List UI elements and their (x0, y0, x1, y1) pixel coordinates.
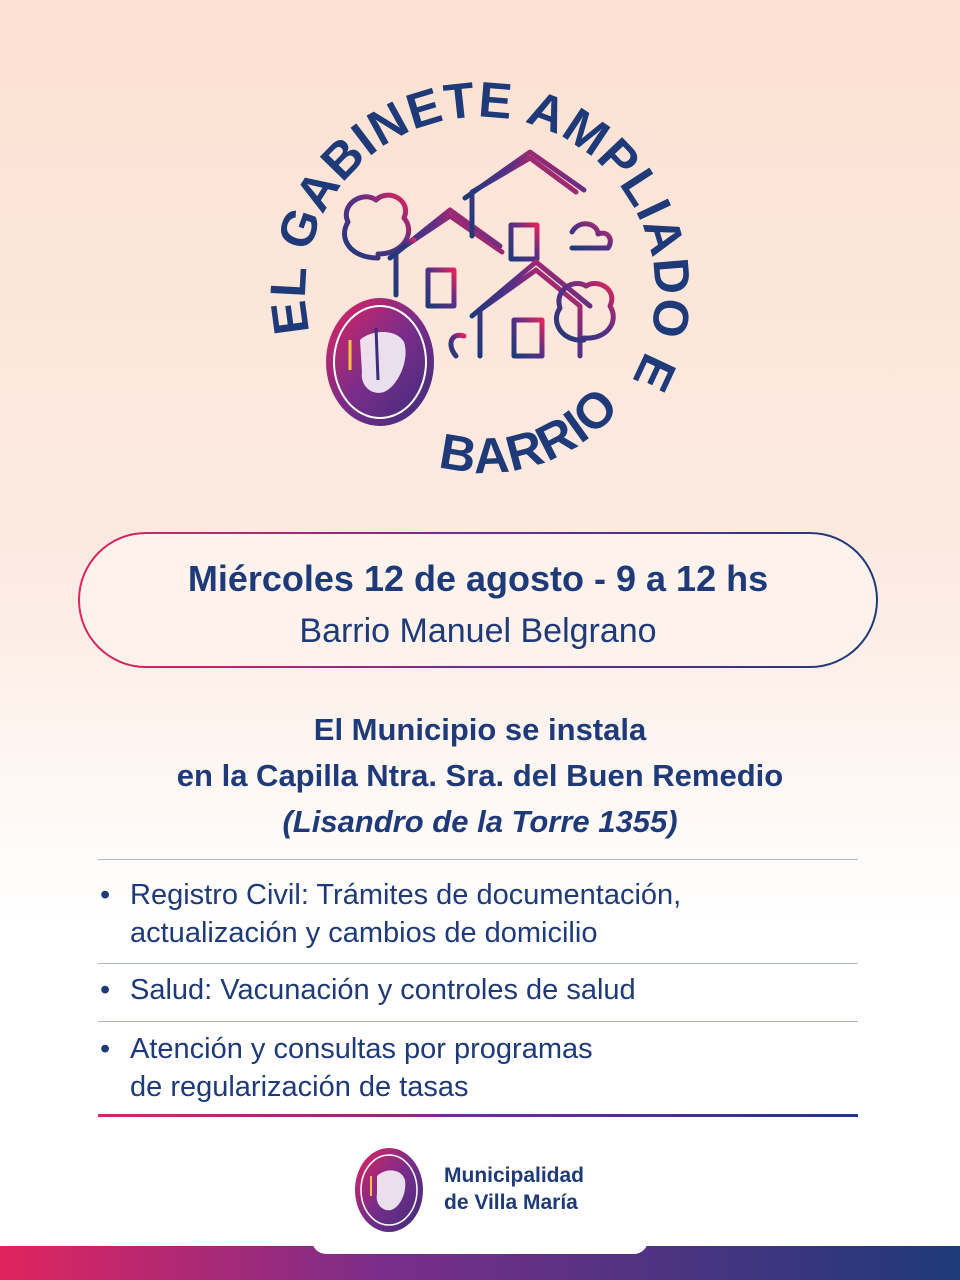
gabinete-logo (200, 40, 760, 510)
logo-arc-text-bottom: BARRIO (435, 376, 630, 485)
service-text: Atención y consultas por programas de regularización de tasas (130, 1033, 593, 1103)
bottom-tab (312, 1234, 648, 1254)
intro-line-2: en la Capilla Ntra. Sra. del Buen Remedio (176, 758, 784, 793)
logo-arc-text-top: EL GABINETE AMPLIADO E (259, 71, 702, 401)
bullet: • (100, 1033, 111, 1065)
municipality-name-line-2: de Villa María (444, 1191, 578, 1214)
divider (98, 963, 858, 964)
municipality-name-line-1: Municipalidad (444, 1164, 585, 1187)
divider (98, 859, 858, 860)
gradient-divider (98, 1114, 858, 1117)
municipal-seal-icon (353, 1146, 425, 1234)
gabinete-logo-graphic (200, 40, 760, 510)
event-info-box (78, 532, 878, 668)
event-place: Barrio Manuel Belgrano (299, 612, 657, 650)
intro-line-1: El Municipio se instala (313, 712, 647, 747)
service-text: Registro Civil: Trámites de documentación, actualización y cambios de domicilio (130, 879, 682, 949)
municipality-name (444, 1162, 584, 1216)
service-text: Salud: Vacunación y controles de salud (130, 974, 636, 1006)
bullet: • (100, 879, 111, 911)
municipal-seal-icon (326, 298, 434, 426)
divider (98, 1021, 858, 1022)
bullet: • (100, 974, 111, 1006)
intro-address: (Lisandro de la Torre 1355) (282, 804, 678, 839)
event-date-time: Miércoles 12 de agosto - 9 a 12 hs (187, 558, 769, 599)
